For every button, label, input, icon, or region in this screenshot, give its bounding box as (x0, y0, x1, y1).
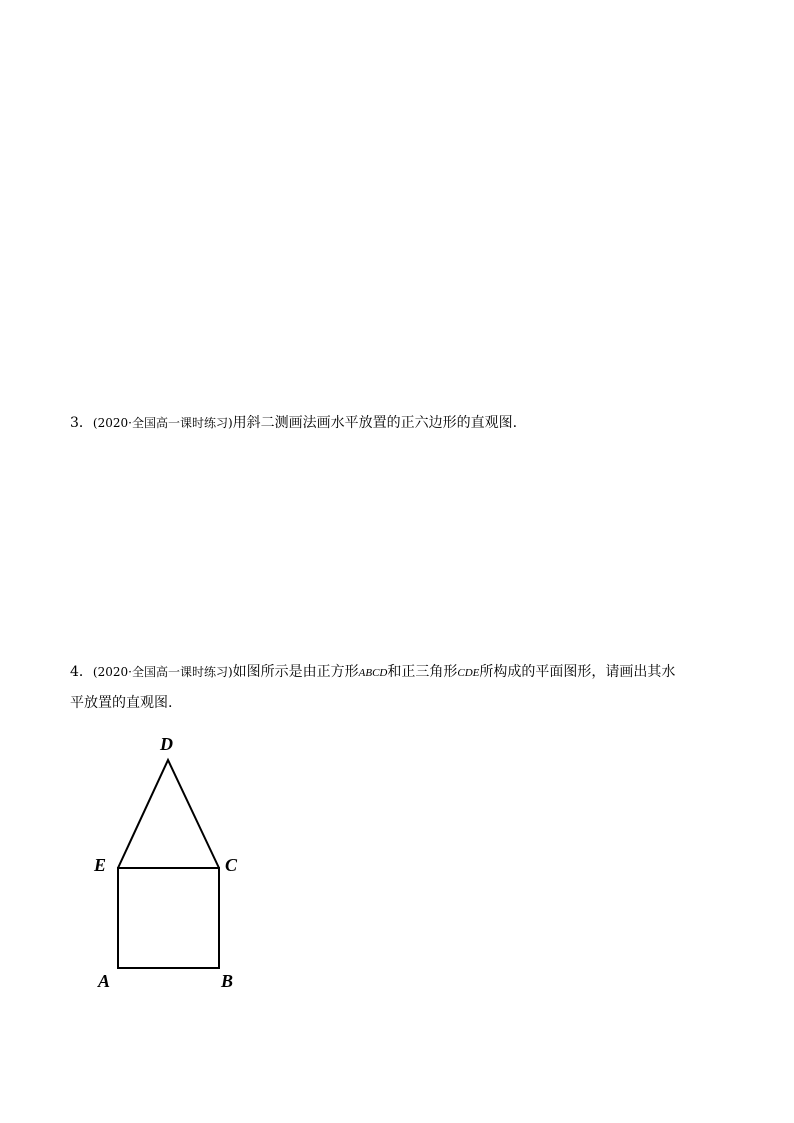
question-3-text: 用斜二测画法画水平放置的正六边形的直观图. (232, 415, 518, 431)
label-e: E (94, 855, 107, 875)
label-b: B (221, 971, 234, 991)
question-3 (70, 408, 517, 438)
geometry-figure (88, 732, 248, 997)
question-4-text-line2: 平放置的直观图. (70, 695, 173, 711)
question-4-text-c: 所构成的平面图形，请画出其水 (479, 664, 676, 680)
figure-svg (88, 732, 248, 997)
question-4-text-a: 如图所示是由正方形 (232, 664, 359, 680)
question-3-source: (2020·全国高一课时练习) (92, 416, 233, 430)
question-4-number: 4． (70, 664, 93, 680)
triangle-shape (118, 760, 219, 868)
question-3-number: 3． (70, 415, 93, 431)
question-4-text-b: 和正三角形 (387, 664, 458, 680)
square-name: ABCD (358, 667, 388, 679)
question-4-source: (2020·全国高一课时练习) (92, 665, 233, 679)
question-4 (70, 657, 730, 718)
label-a: A (98, 971, 111, 991)
triangle-name: CDE (457, 667, 480, 679)
square-shape (118, 868, 219, 968)
label-d: D (160, 734, 173, 754)
label-c: C (225, 855, 238, 875)
